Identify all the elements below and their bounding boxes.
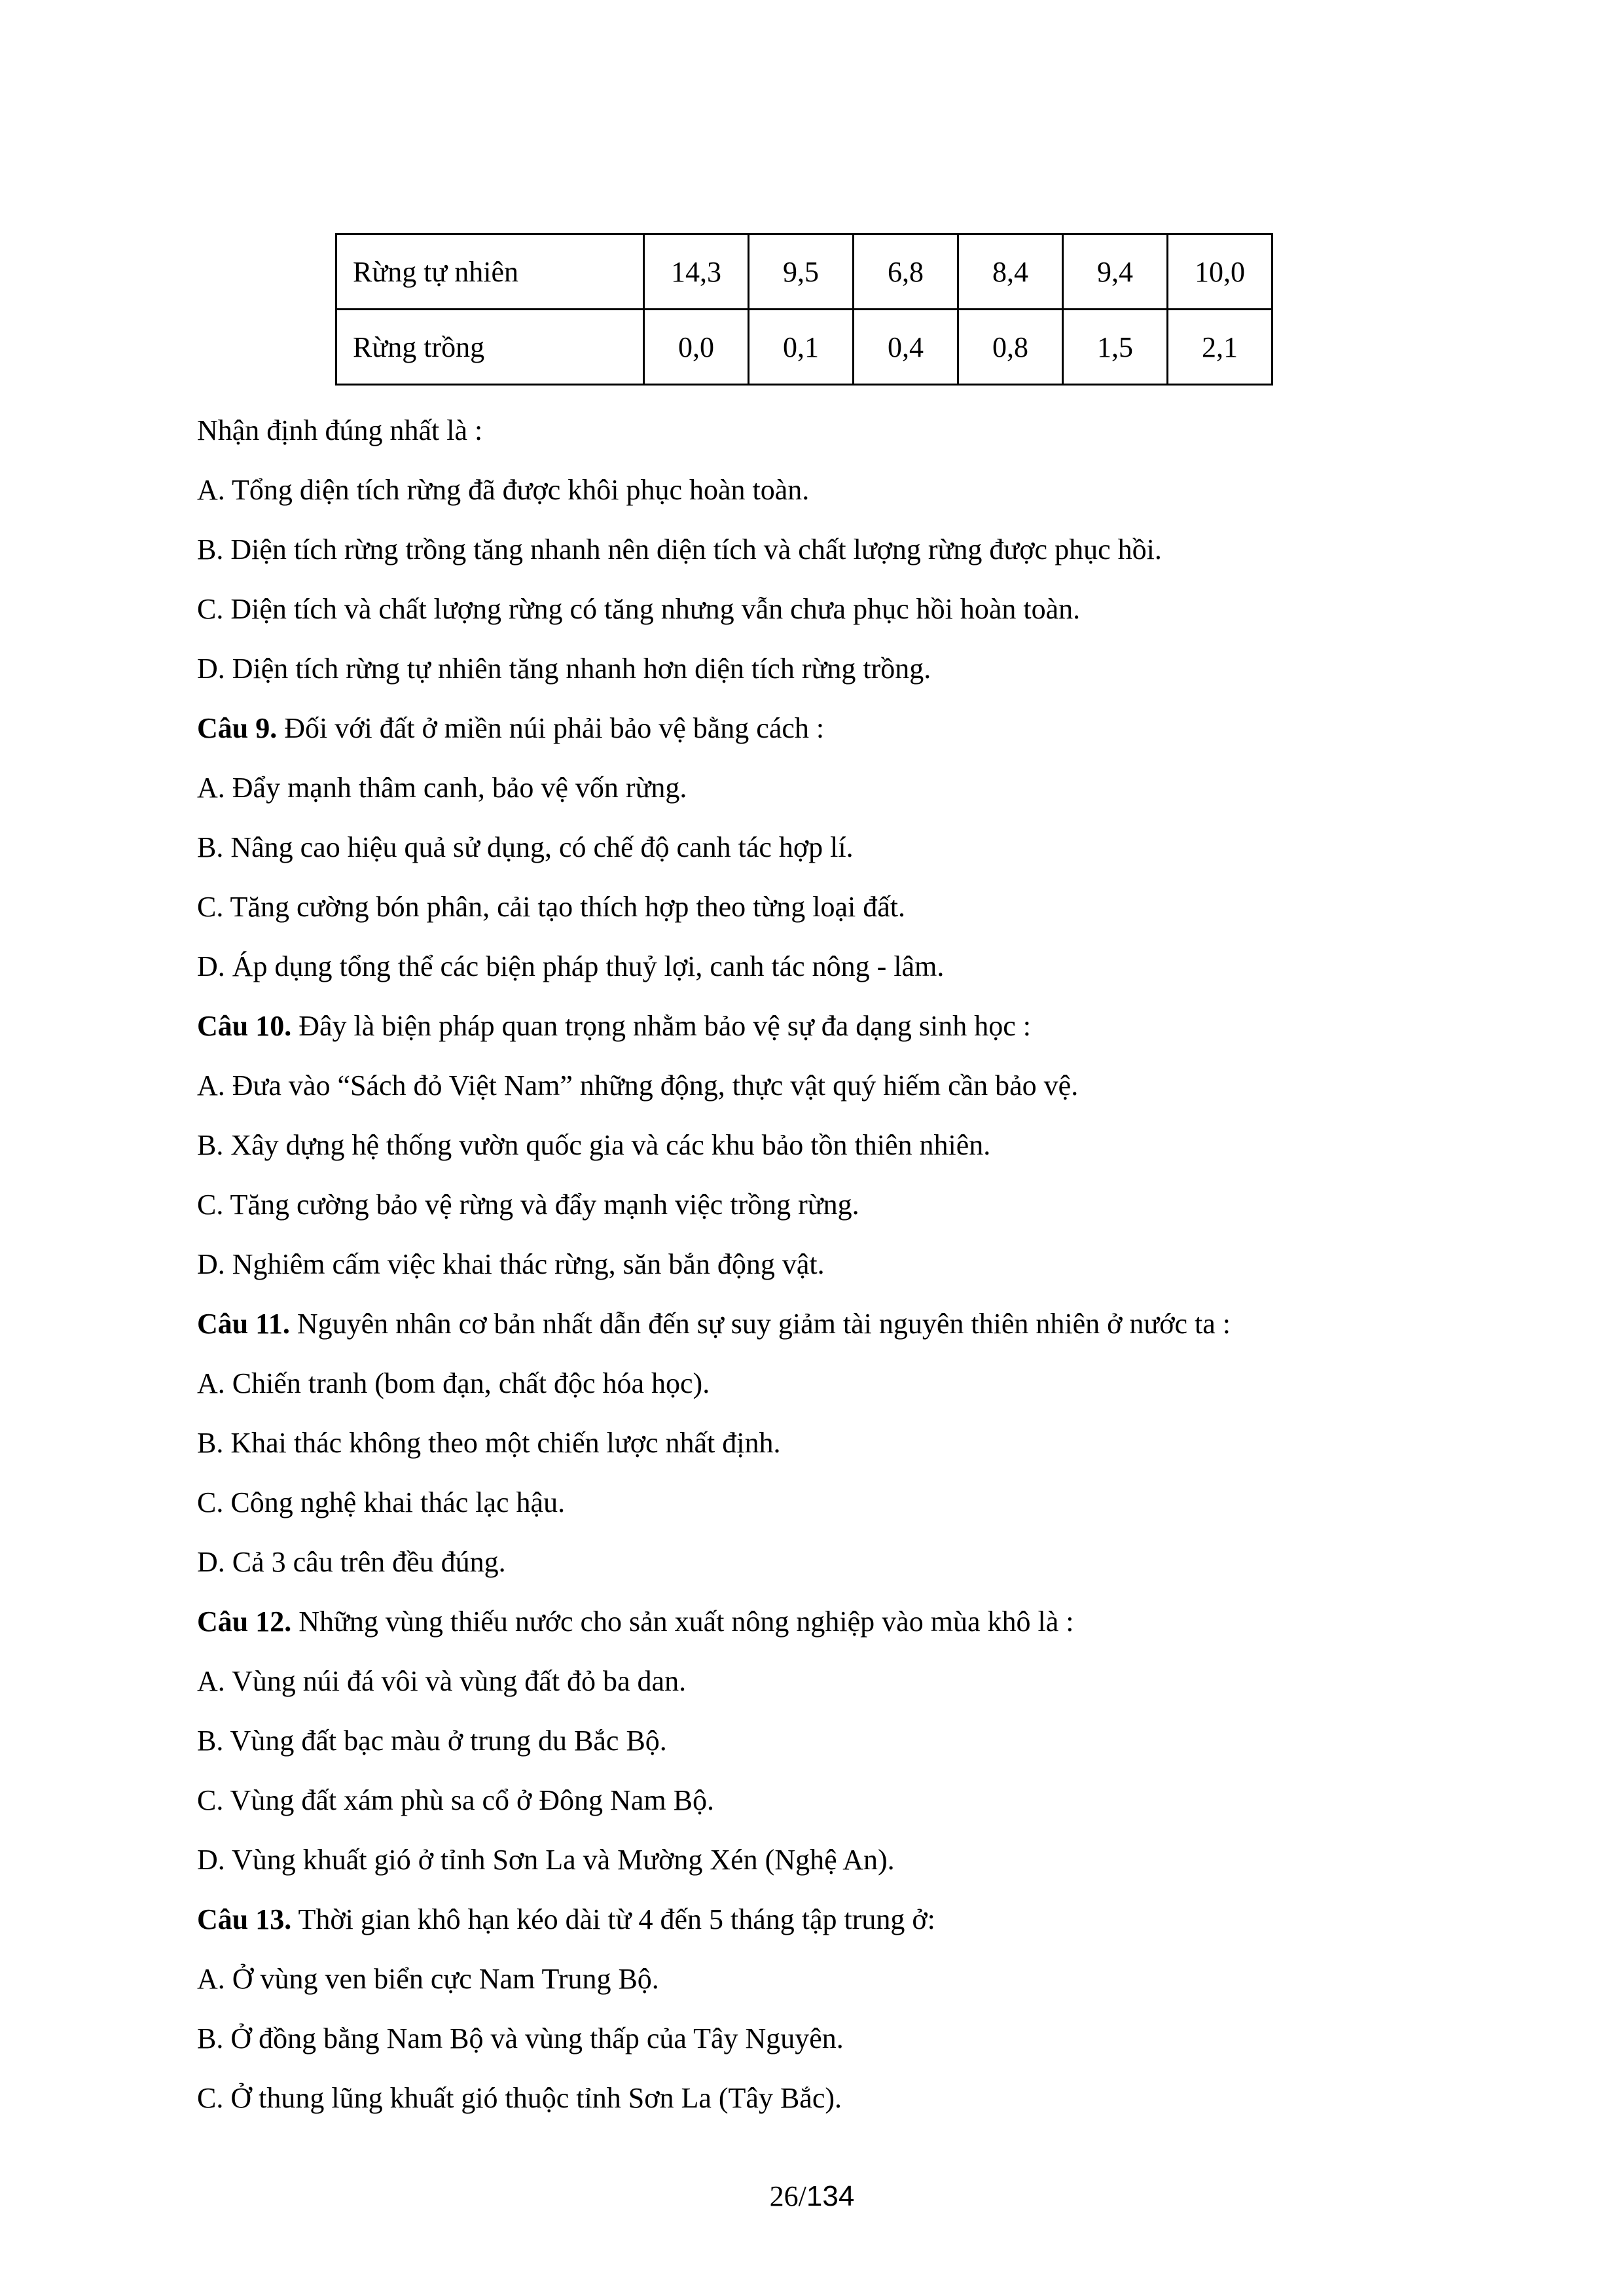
option-d: D. Áp dụng tổng thể các biện pháp thuỷ lợi, canh tác nông - lâm.: [197, 950, 945, 982]
table-cell: 1,5: [1063, 310, 1168, 385]
question-number: Câu 10.: [197, 1010, 292, 1042]
question-stem: Những vùng thiếu nước cho sản xuất nông nghiệp vào mùa khô là :: [291, 1605, 1074, 1638]
table-cell: 6,8: [854, 234, 958, 310]
option-d: D. Cả 3 câu trên đều đúng.: [197, 1546, 506, 1578]
question-10: [197, 996, 1441, 1056]
question-stem: Thời gian khô hạn kéo dài từ 4 đến 5 tháng tập trung ở:: [291, 1903, 935, 1935]
question-number: Câu 12.: [197, 1605, 292, 1638]
question-number: Câu 13.: [197, 1903, 292, 1935]
option-b: B. Ở đồng bằng Nam Bộ và vùng thấp của Tây Nguyên.: [197, 2022, 844, 2054]
option-b: B. Nâng cao hiệu quả sử dụng, có chế độ canh tác hợp lí.: [197, 831, 854, 863]
option-b: B. Vùng đất bạc màu ở trung du Bắc Bộ.: [197, 1725, 667, 1757]
question-stem: Đây là biện pháp quan trọng nhằm bảo vệ sự đa dạng sinh học :: [291, 1010, 1031, 1042]
table-cell: 14,3: [644, 234, 749, 310]
option-a: A. Vùng núi đá vôi và vùng đất đỏ ba dan.: [197, 1665, 687, 1697]
table-cell: 9,5: [749, 234, 854, 310]
option-d: D. Diện tích rừng tự nhiên tăng nhanh hơn diện tích rừng trồng.: [197, 653, 931, 685]
option-a: A. Đưa vào “Sách đỏ Việt Nam” những động, thực vật quý hiếm cần bảo vệ.: [197, 1069, 1079, 1102]
question-stem: Đối với đất ở miền núi phải bảo vệ bằng cách :: [277, 712, 825, 744]
row-label: Rừng trồng: [336, 310, 644, 385]
table-cell: 2,1: [1168, 310, 1272, 385]
table-row: [336, 234, 1272, 310]
option-c: C. Ở thung lũng khuất gió thuộc tỉnh Sơn La (Tây Bắc).: [197, 2082, 842, 2114]
table-cell: 0,4: [854, 310, 958, 385]
row-label: Rừng tự nhiên: [336, 234, 644, 310]
question-13: [197, 1890, 1441, 1949]
option-a: A. Chiến tranh (bom đạn, chất độc hóa học).: [197, 1367, 710, 1399]
question-text: [197, 401, 1441, 2128]
option-c: C. Diện tích và chất lượng rừng có tăng nhưng vẫn chưa phục hồi hoàn toàn.: [197, 593, 1081, 625]
question-intro: Nhận định đúng nhất là :: [197, 414, 483, 446]
question-number: Câu 9.: [197, 712, 278, 744]
option-d: D. Vùng khuất gió ở tỉnh Sơn La và Mường Xén (Nghệ An).: [197, 1844, 895, 1876]
option-a: A. Tổng diện tích rừng đã được khôi phục hoàn toàn.: [197, 474, 810, 506]
option-d: D. Nghiêm cấm việc khai thác rừng, săn bắn động vật.: [197, 1248, 825, 1280]
table-row: [336, 310, 1272, 385]
option-c: C. Tăng cường bón phân, cải tạo thích hợp theo từng loại đất.: [197, 891, 905, 923]
question-12: [197, 1592, 1441, 1651]
option-b: B. Khai thác không theo một chiến lược nhất định.: [197, 1427, 781, 1459]
option-b: B. Xây dựng hệ thống vườn quốc gia và các khu bảo tồn thiên nhiên.: [197, 1129, 991, 1161]
table-cell: 8,4: [958, 234, 1063, 310]
option-c: C. Công nghệ khai thác lạc hậu.: [197, 1486, 566, 1518]
page-total: 134: [806, 2180, 855, 2212]
question-stem: Nguyên nhân cơ bản nhất dẫn đến sự suy giảm tài nguyên thiên nhiên ở nước ta :: [289, 1308, 1231, 1340]
question-11: [197, 1294, 1441, 1354]
table-cell: 9,4: [1063, 234, 1168, 310]
question-9: [197, 698, 1441, 758]
table-cell: 0,1: [749, 310, 854, 385]
option-b: B. Diện tích rừng trồng tăng nhanh nên diện tích và chất lượng rừng được phục hồi.: [197, 533, 1162, 565]
question-number: Câu 11.: [197, 1308, 290, 1340]
forest-area-table: [335, 233, 1273, 386]
option-c: C. Tăng cường bảo vệ rừng và đẩy mạnh việc trồng rừng.: [197, 1189, 859, 1221]
option-a: A. Ở vùng ven biển cực Nam Trung Bộ.: [197, 1963, 659, 1995]
page-current: 26/: [769, 2180, 806, 2212]
table-cell: 0,0: [644, 310, 749, 385]
table-cell: 10,0: [1168, 234, 1272, 310]
option-a: A. Đẩy mạnh thâm canh, bảo vệ vốn rừng.: [197, 772, 687, 804]
page-number: [0, 2179, 1624, 2213]
table-cell: 0,8: [958, 310, 1063, 385]
option-c: C. Vùng đất xám phù sa cổ ở Đông Nam Bộ.: [197, 1784, 714, 1816]
